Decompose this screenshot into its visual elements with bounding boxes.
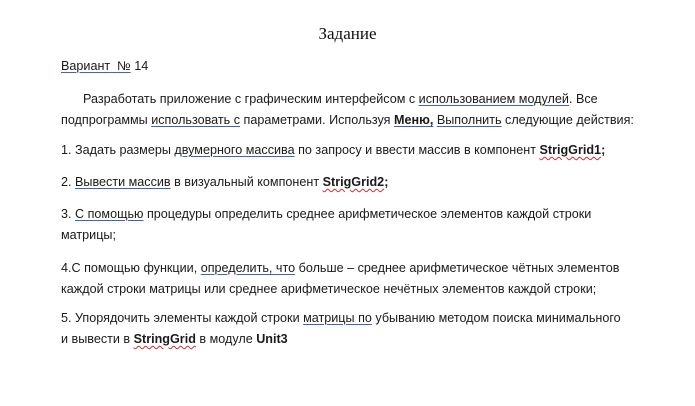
task-item-3: 3. С помощью процедуры определить среднее арифметическое элементов каждой строки — [61, 207, 592, 221]
task-item-1: 1. Задать размеры двумерного массива по запросу и ввести массив в компонент StrigGrid1; — [61, 143, 606, 157]
variant-label: Вариант № — [61, 59, 131, 73]
task-item-4-cont: каждой строки матрицы или среднее арифметическое нечётных элементов каждой строки; — [61, 282, 597, 296]
task-item-2: 2. Вывести массив в визуальный компонент StrigGrid2; — [61, 175, 389, 189]
task-item-5-cont: и вывести в StringGrid в модуле Unit3 — [61, 332, 288, 346]
variant-line — [61, 56, 671, 77]
intro-line-1: Разработать приложение с графическим интерфейсом с использованием модулей. Все — [83, 92, 598, 106]
task-item-3-cont: матрицы; — [61, 228, 116, 242]
task-item-4: 4.С помощью функции, определить, что больше – среднее арифметическое чётных элементов — [61, 261, 620, 275]
intro-line-2: подпрограммы использовать с параметрами. Используя Меню, Выполнить следующие действия: — [61, 113, 634, 127]
document-title: Задание — [318, 24, 377, 43]
variant-number: 14 — [134, 59, 149, 73]
task-item-5: 5. Упорядочить элементы каждой строки матрицы по убыванию методом поиска минимального — [61, 311, 621, 325]
